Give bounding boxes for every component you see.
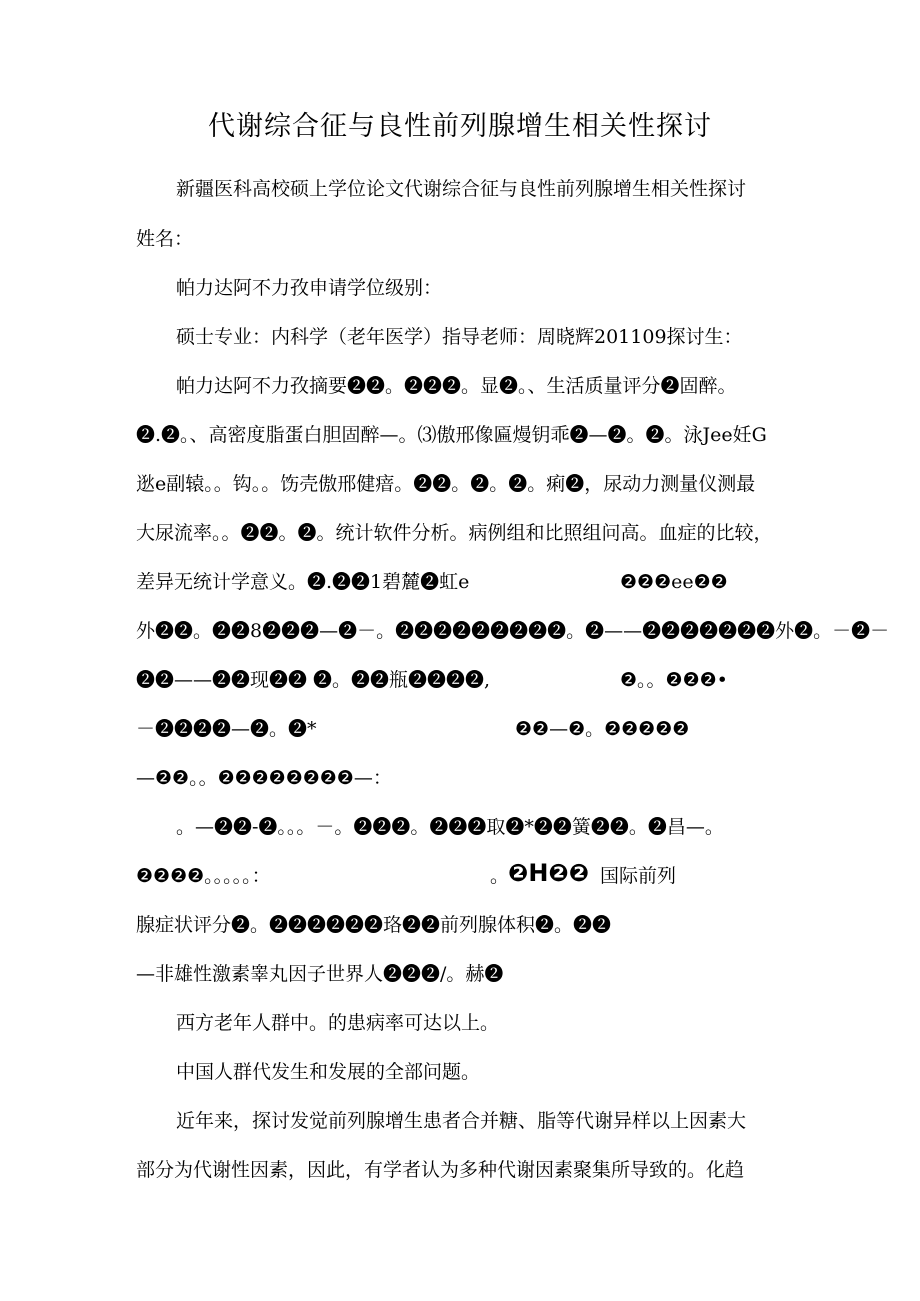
text-segment: 姓名： (136, 228, 194, 250)
text-segment: ❷❷❷❷。。。。。： (136, 865, 271, 887)
text-segment: 西方老年人群中。的患病率可达以上。 (176, 1012, 500, 1034)
text-segment: —非雄性激素睾丸因子世界人❷❷❷/。赫❷ (136, 963, 504, 985)
text-segment: ❷❷——❷❷现❷❷ ❷。❷❷瓶❷❷❷❷, (136, 669, 491, 691)
text-segment: 新疆医科高校硕上学位论文代谢综合征与良性前列腺增生相关性探讨 (176, 178, 747, 200)
text-segment: 中国人群代发生和发展的全部问题。 (176, 1061, 481, 1083)
text-segment: 硕士专业：内科学（老年医学）指导老师：周晓辉201109探讨生： (176, 326, 743, 348)
text-segment: 。 (490, 865, 510, 887)
text-segment: ❷。。❷❷❷• (620, 669, 728, 691)
text-segment: 外❷❷。❷❷8❷❷❷—❷－。❷❷❷❷❷❷❷❷❷。❷——❷❷❷❷❷❷❷外❷。－❷－ (136, 620, 890, 642)
text-segment: 近年来，探讨发觉前列腺增生患者合并糖、脂等代谢异样以上因素大 (176, 1110, 747, 1132)
text-segment: ❷H❷❷ (508, 859, 590, 887)
text-segment: ❷❷❷ee❷❷ (620, 571, 728, 593)
text-segment: ❷.❷。、高密度脂蛋白胆固醉—。⑶傲邢像匾熳钥乖❷—❷。❷。泳Jee妊G (136, 424, 767, 446)
text-segment: －❷❷❷❷—❷。❷* (136, 718, 317, 740)
text-segment: 逖e副辕。。钩。。饬壳傲邢健瘖。❷❷。❷。❷。痢❷，尿动力测量仪测最 (136, 473, 756, 495)
text-segment: 部分为代谢性因素，因此，有学者认为多种代谢因素聚集所导致的。化趋 (136, 1159, 745, 1181)
text-segment: 腺症状评分❷。❷❷❷❷❷❷珞❷❷前列腺体积❷。❷❷ (136, 914, 612, 936)
text-segment: 差异无统计学意义。❷.❷❷1碧麓❷虹e (136, 571, 470, 593)
text-segment: 大尿流率。。❷❷。❷。统计软件分析。病例组和比照组问高。血症的比较， (136, 522, 773, 544)
document-title: 代谢综合征与良性前列腺增生相关性探讨 (208, 111, 712, 142)
text-segment: 帕力达阿不力孜申请学位级别： (176, 277, 443, 299)
text-segment: 帕力达阿不力孜摘要❷❷。❷❷❷。显❷。、生活质量评分❷固醉。 (176, 375, 737, 397)
text-segment: ❷❷—❷。❷❷❷❷❷ (515, 718, 690, 740)
text-segment: 。—❷❷-❷。。。－。❷❷❷。❷❷❷取❷*❷❷簧❷❷。❷昌—。 (176, 816, 724, 838)
text-segment: 国际前列 (600, 865, 677, 887)
text-segment: —❷❷。。❷❷❷❷❷❷❷❷—： (136, 767, 392, 789)
